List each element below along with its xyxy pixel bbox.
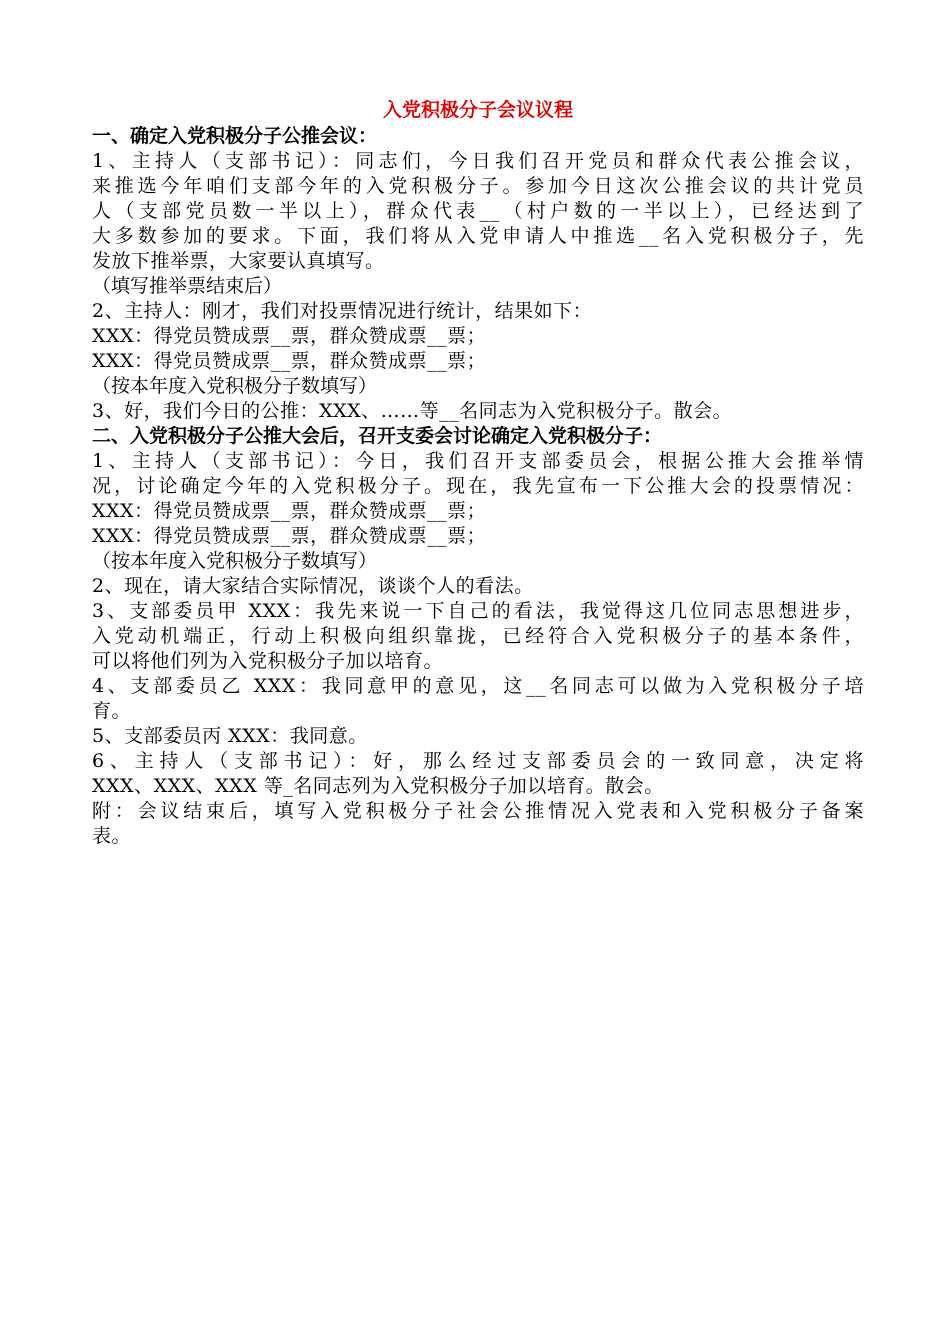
section-1-note-2: （按本年度入党积极分子数填写）	[92, 375, 378, 397]
text-line: 发放下推举票，大家要认真填写。	[92, 250, 385, 272]
section-2-item-6	[92, 749, 864, 799]
text-line: 入党动机端正，行动上积极向组织靠拢，已经符合入党积极分子的基本条件，	[92, 625, 864, 647]
text-line: 6、主持人（支部书记）：好，那么经过支部委员会的一致同意，决定将	[92, 750, 864, 772]
text-line: 大多数参加的要求。下面，我们将从入党申请人中推选__名入党积极分子，先	[92, 225, 864, 247]
section-2-vote-1: XXX：得党员赞成票__票，群众赞成票__票；	[92, 500, 487, 522]
document-title: 入党积极分子会议议程	[382, 99, 573, 121]
appendix-note	[92, 799, 864, 849]
section-2-item-3	[92, 599, 864, 674]
text-line: 3、支部委员甲 XXX：我先来说一下自己的看法，我觉得这几位同志思想进步，	[92, 600, 864, 622]
text-line: 1、主持人（支部书记）：今日，我们召开支部委员会，根据公推大会推举情	[92, 450, 864, 472]
section-1-vote-1: XXX：得党员赞成票__票，群众赞成票__票；	[92, 325, 487, 347]
section-1-item-1	[92, 149, 864, 274]
text-line: 人（支部党员数一半以上），群众代表__（村户数的一半以上），已经达到了	[92, 200, 864, 222]
section-2-vote-2: XXX：得党员赞成票__票，群众赞成票__票；	[92, 525, 487, 547]
section-1-item-3: 3、好，我们今日的公推：XXX、……等__名同志为入党积极分子。散会。	[92, 400, 733, 422]
text-line: 1、主持人（支部书记）：同志们，今日我们召开党员和群众代表公推会议，	[92, 150, 864, 172]
text-line: 来推选今年咱们支部今年的入党积极分子。参加今日这次公推会议的共计党员	[92, 175, 864, 197]
text-line: 表。	[92, 825, 132, 847]
section-2-note: （按本年度入党积极分子数填写）	[92, 550, 378, 572]
text-line: XXX、XXX、XXX 等_名同志列为入党积极分子加以培育。散会。	[92, 775, 664, 797]
text-line: 育。	[92, 700, 132, 722]
text-line: 况，讨论确定今年的入党积极分子。现在，我先宣布一下公推大会的投票情况：	[92, 475, 864, 497]
section-1-heading: 一、确定入党积极分子公推会议：	[92, 125, 378, 147]
section-1-item-2: 2、主持人：刚才，我们对投票情况进行统计，结果如下：	[92, 300, 593, 322]
text-line: 4、支部委员乙 XXX：我同意甲的意见，这__名同志可以做为入党积极分子培	[92, 675, 864, 697]
text-line: 附：会议结束后，填写入党积极分子社会公推情况入党表和入党积极分子备案	[92, 800, 864, 822]
section-2-item-4	[92, 674, 864, 724]
section-2-item-2: 2、现在，请大家结合实际情况，谈谈个人的看法。	[92, 575, 534, 597]
text-line: 可以将他们列为入党积极分子加以培育。	[92, 650, 444, 672]
section-2-item-5: 5、支部委员丙 XXX：我同意。	[92, 725, 368, 747]
section-1-note-1: （填写推举票结束后）	[92, 275, 283, 297]
section-2-item-1	[92, 449, 864, 499]
section-1-vote-2: XXX：得党员赞成票__票，群众赞成票__票；	[92, 350, 487, 372]
section-2-heading: 二、入党积极分子公推大会后，召开支委会讨论确定入党积极分子：	[92, 425, 663, 447]
document-page	[92, 96, 864, 849]
